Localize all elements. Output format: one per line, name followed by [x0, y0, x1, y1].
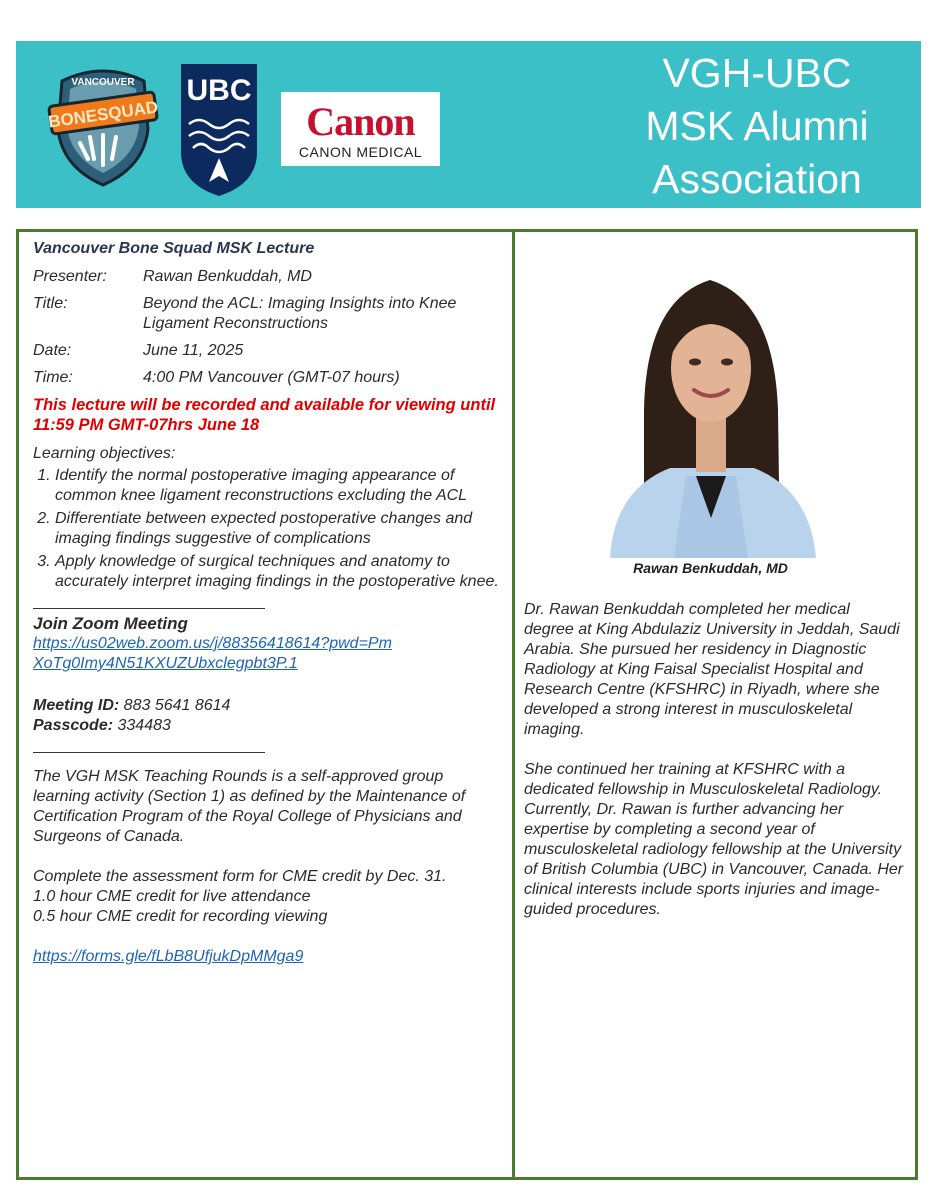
- title-label: Title:: [33, 295, 68, 312]
- cme-live-credit: 1.0 hour CME credit for live attendance: [33, 888, 311, 905]
- cme-assessment: Complete the assessment form for CME credit by Dec. 31.: [33, 868, 447, 885]
- cme-form-link[interactable]: https://forms.gle/fLbB8UfjukDpMMga9: [33, 948, 304, 965]
- objectives-heading: Learning objectives:: [33, 445, 176, 462]
- zoom-heading: Join Zoom Meeting: [33, 614, 188, 633]
- meeting-id-row: [33, 696, 503, 716]
- zoom-link-line-2: XoTg0Imy4N51KXUZUbxclegpbt3P.1: [33, 655, 298, 672]
- objective-item: 2. Differentiate between expected postoperative changes and imaging findings suggestive of complications: [55, 509, 503, 549]
- zoom-link[interactable]: [33, 634, 503, 674]
- passcode-value: 334483: [117, 717, 171, 734]
- ubc-logo-text: UBC: [186, 74, 252, 107]
- objective-item: 3. Apply knowledge of surgical techniques and anatomy to accurately interpret imaging findings in the postoperative knee.: [55, 552, 503, 592]
- title-value: Beyond the ACL: Imaging Insights into Knee Ligament Reconstructions: [143, 295, 457, 332]
- zoom-link-line-1: https://us02web.zoom.us/j/88356418614?pwd=Pm: [33, 635, 392, 652]
- lecture-heading: Vancouver Bone Squad MSK Lecture: [33, 240, 315, 257]
- association-title-line-1: VGH-UBC: [662, 50, 852, 96]
- presenter-photo: [574, 240, 847, 558]
- passcode-row: [33, 716, 503, 736]
- recording-notice: This lecture will be recorded and available for viewing until 11:59 PM GMT-07hrs June 18: [33, 396, 496, 434]
- header-banner: [16, 41, 921, 208]
- cme-recording-credit: 0.5 hour CME credit for recording viewing: [33, 908, 328, 925]
- column-divider: [512, 229, 515, 1180]
- meeting-id-value: 883 5641 8614: [123, 697, 231, 714]
- bio-paragraph-1: Dr. Rawan Benkuddah completed her medical degree at King Abdulaziz University in Jeddah, Saudi Arabia. She pursued her residency in Diagnostic Radiology at King Faisal Specialist Hospital and Research Centre (KFSHRC) in Riyadh, where she developed a strong interest in musculoskeletal imaging.: [524, 601, 900, 738]
- association-title-line-3: Association: [652, 156, 862, 202]
- canon-logo: [281, 92, 440, 166]
- time-row: [33, 368, 503, 388]
- presenter-bio: [524, 600, 904, 940]
- cme-statement: The VGH MSK Teaching Rounds is a self-approved group learning activity (Section 1) as defined by the Maintenance of Certification Program of the Royal College of Physicians and Surgeons of Canada.: [33, 768, 466, 845]
- canon-brand: Canon: [306, 99, 415, 144]
- objectives-list: [19, 466, 503, 592]
- passcode-label: Passcode:: [33, 717, 114, 734]
- ubc-logo: [177, 60, 261, 198]
- meeting-id-label: Meeting ID:: [33, 697, 120, 714]
- presenter-label: Presenter:: [33, 268, 107, 285]
- date-row: [33, 341, 503, 361]
- bone-squad-logo: [44, 59, 162, 189]
- date-value: June 11, 2025: [143, 342, 244, 359]
- presenter-value: Rawan Benkuddah, MD: [143, 268, 312, 285]
- time-value: 4:00 PM Vancouver (GMT-07 hours): [143, 369, 400, 386]
- presenter-caption: Rawan Benkuddah, MD: [633, 560, 788, 576]
- bio-paragraph-2: She continued her training at KFSHRC with a dedicated fellowship in Musculoskeletal Radiology. Currently, Dr. Rawan is further advancing her expertise by completing a second year of musculoskeletal radiology fellowship at the University of British Columbia (UBC) in Vancouver, Canada. Her clinical interests include sports injuries and image-guided procedures.: [524, 761, 904, 918]
- objective-item: 1. Identify the normal postoperative imaging appearance of common knee ligament reconstructions excluding the ACL: [55, 466, 503, 506]
- time-label: Time:: [33, 369, 73, 386]
- date-label: Date:: [33, 342, 72, 359]
- title-row: [33, 294, 503, 334]
- bone-squad-top-text: VANCOUVER: [71, 77, 135, 88]
- association-title: [607, 47, 907, 206]
- presenter-row: [33, 267, 503, 287]
- bone-squad-main-text: BONESQUAD: [47, 97, 160, 132]
- lecture-details: [33, 239, 503, 967]
- association-title-line-2: MSK Alumni: [645, 103, 869, 149]
- canon-subtitle: CANON MEDICAL: [298, 144, 423, 160]
- section-rule: [33, 752, 265, 753]
- section-rule: [33, 608, 265, 609]
